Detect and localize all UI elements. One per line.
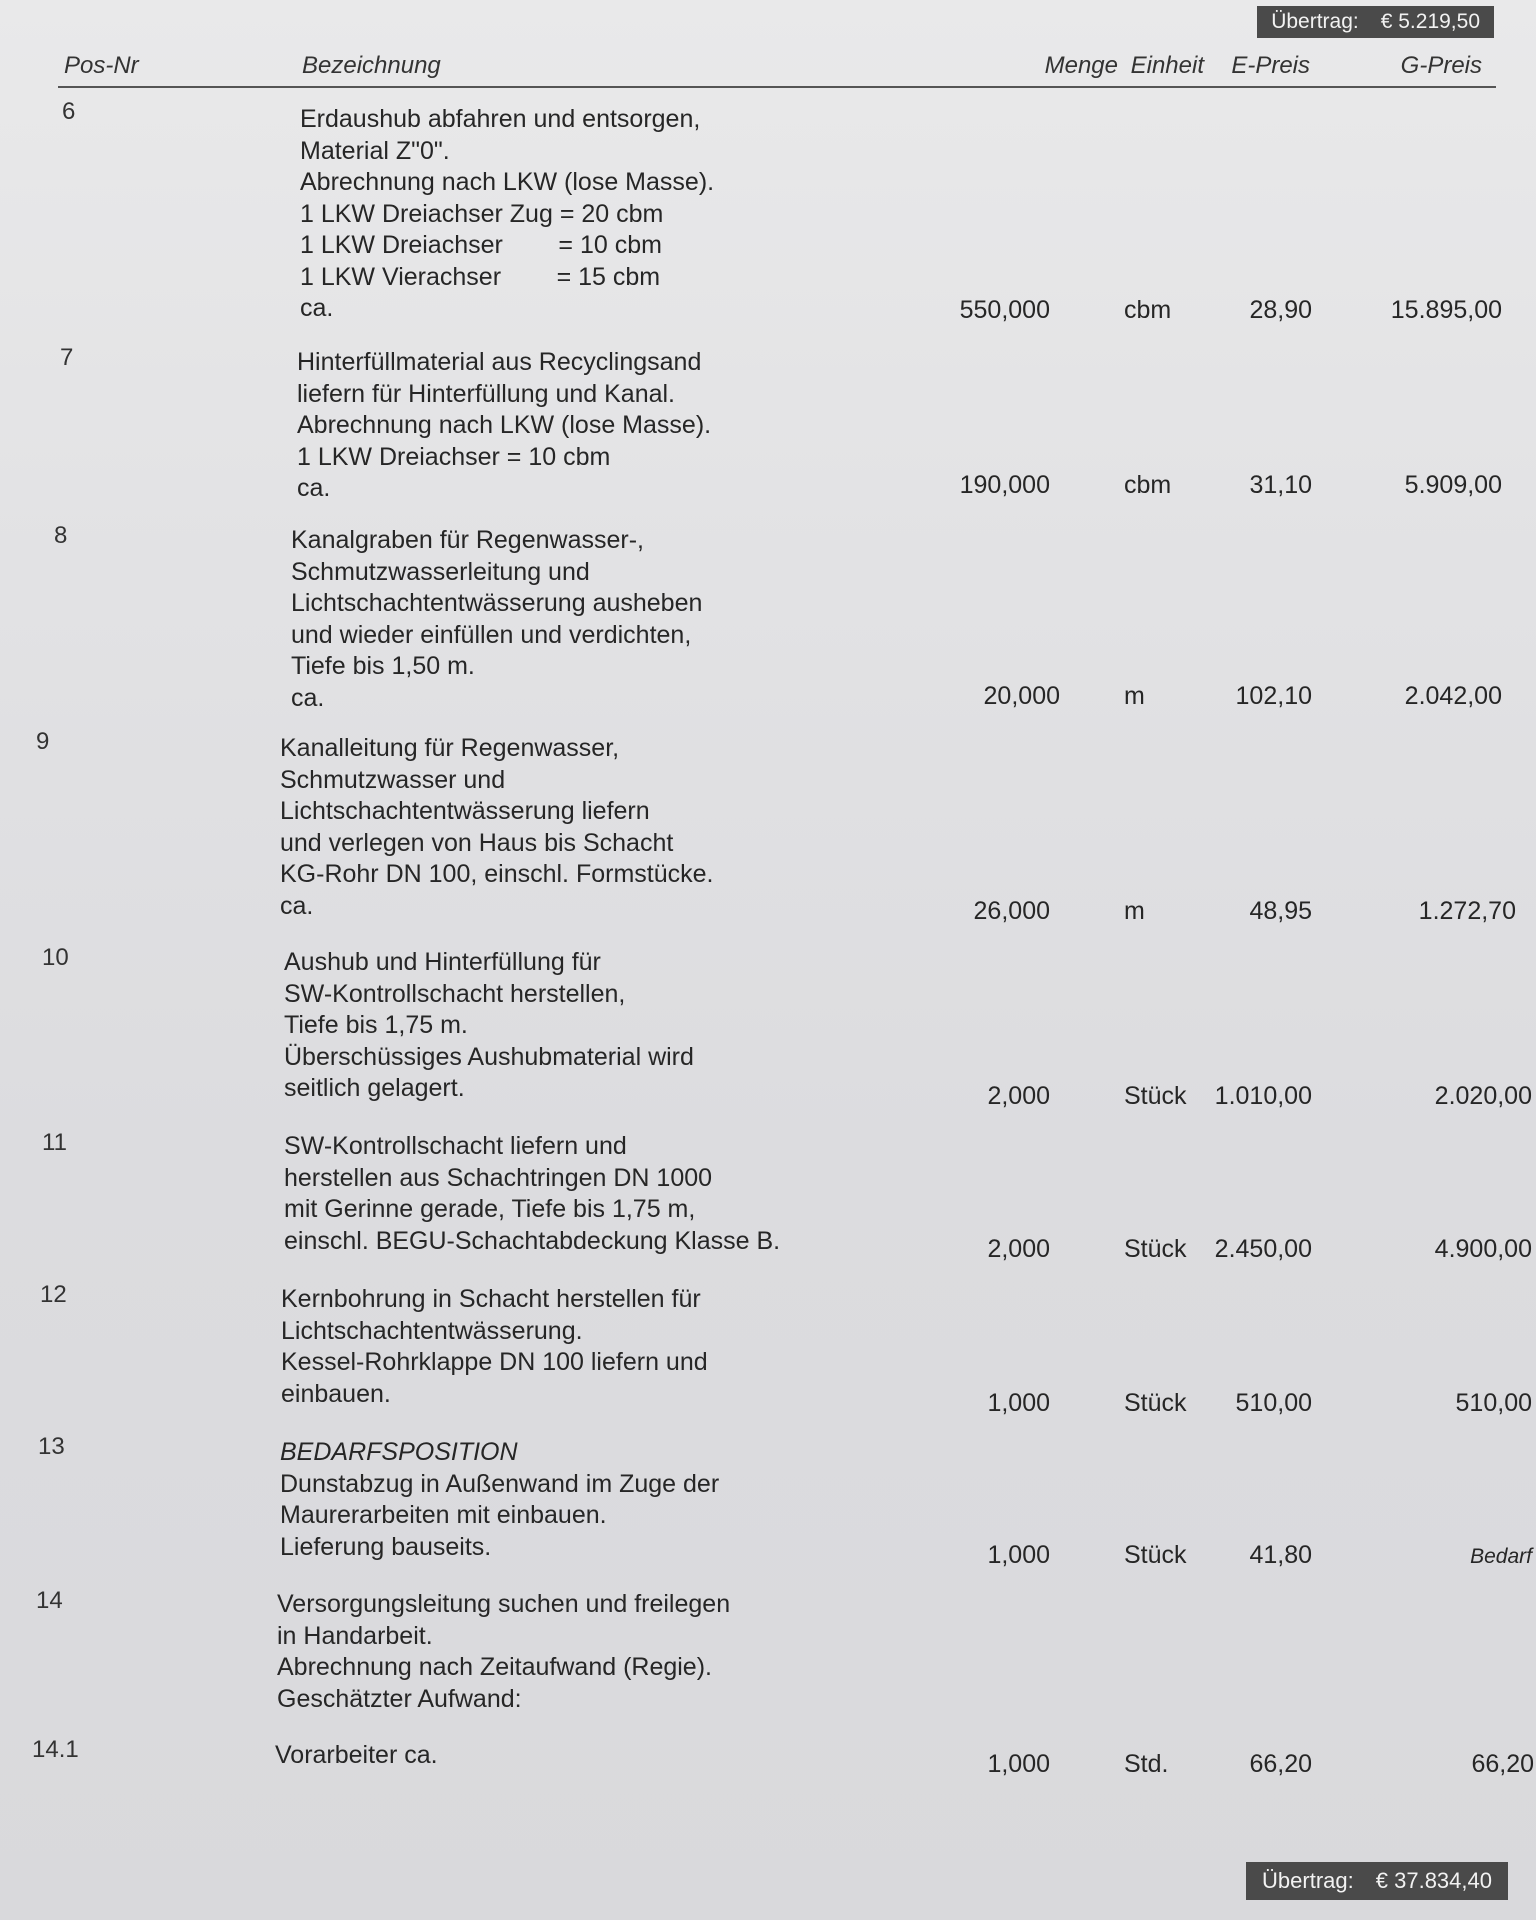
description-line: Geschätzter Aufwand: [277, 1684, 522, 1713]
gpreis-value: 15.895,00 [1390, 296, 1502, 324]
menge-value: 1,000 [987, 1389, 1050, 1417]
description-line: 1 LKW Dreiachser = 10 cbm [297, 442, 611, 471]
description-line: Lichtschachtentwässerung liefern [280, 797, 650, 825]
description-line: Material Z"0". [300, 136, 450, 165]
description-line: Kanalgraben für Regenwasser-, [291, 526, 644, 554]
description-line: Kernbohrung in Schacht herstellen für [281, 1285, 701, 1313]
epreis-value: 2.450,00 [1214, 1235, 1312, 1263]
description-line: Lichtschachtentwässerung. [281, 1316, 583, 1345]
epreis-value: 31,10 [1249, 471, 1312, 499]
description-line: einschl. BEGU-Schachtabdeckung Klasse B. [284, 1226, 781, 1255]
menge-value: 190,000 [959, 471, 1050, 499]
position-description [275, 1740, 438, 1772]
header-einheit: Einheit [1130, 52, 1204, 79]
menge-value: 2,000 [987, 1082, 1050, 1110]
gpreis-value: Bedarf [1470, 1545, 1532, 1568]
position-number: 14.1 [32, 1736, 79, 1763]
position-description [284, 947, 694, 1105]
menge-value: 26,000 [973, 897, 1050, 925]
description-line: seitlich gelagert. [284, 1074, 465, 1102]
position-number: 12 [40, 1281, 67, 1308]
position-description [297, 347, 711, 505]
description-line: Schmutzwasser und [280, 765, 506, 794]
gpreis-value: 510,00 [1455, 1389, 1532, 1417]
description-line: KG-Rohr DN 100, einschl. Formstücke. [280, 860, 714, 888]
gpreis-value: 66,20 [1471, 1750, 1534, 1778]
position-description [300, 104, 714, 325]
einheit-value: Stück [1124, 1082, 1187, 1110]
epreis-value: 102,10 [1235, 682, 1312, 710]
position-description [291, 525, 702, 714]
position-number: 11 [42, 1129, 67, 1156]
uebertrag-top-badge [1257, 6, 1494, 38]
einheit-value: cbm [1124, 471, 1172, 499]
gpreis-value: 4.900,00 [1434, 1235, 1532, 1263]
description-line: 1 LKW Dreiachser = 10 cbm [300, 231, 662, 259]
menge-value: 550,000 [959, 296, 1050, 324]
gpreis-value: 5.909,00 [1404, 471, 1502, 499]
epreis-value: 1.010,00 [1214, 1082, 1312, 1110]
description-line: einbauen. [281, 1379, 391, 1408]
einheit-value: Stück [1124, 1541, 1187, 1569]
einheit-value: Stück [1124, 1389, 1187, 1417]
position-description [281, 1284, 708, 1410]
description-line: Abrechnung nach LKW (lose Masse). [300, 168, 715, 196]
description-line: Lichtschachtentwässerung ausheben [291, 589, 703, 617]
uebertrag-bottom-label: Übertrag: [1262, 1868, 1354, 1893]
description-line: ca. [297, 474, 331, 502]
description-line: Überschüssiges Aushubmaterial wird [284, 1042, 694, 1071]
description-line: Abrechnung nach Zeitaufwand (Regie). [277, 1653, 712, 1681]
header-pos: Pos-Nr [64, 52, 139, 79]
description-line: Lieferung bauseits. [280, 1532, 492, 1561]
menge-value: 1,000 [987, 1750, 1050, 1778]
gpreis-value: 2.020,00 [1434, 1082, 1532, 1110]
description-line: liefern für Hinterfüllung und Kanal. [297, 379, 676, 408]
description-line: ca. [300, 294, 334, 322]
description-line: Hinterfüllmaterial aus Recyclingsand [297, 348, 702, 376]
position-number: 8 [54, 522, 68, 549]
description-line: 1 LKW Dreiachser Zug = 20 cbm [300, 199, 664, 228]
menge-value: 20,000 [983, 682, 1060, 710]
einheit-value: Stück [1124, 1235, 1187, 1263]
gpreis-value: 1.272,70 [1418, 897, 1516, 925]
description-line: herstellen aus Schachtringen DN 1000 [284, 1163, 713, 1192]
position-description [280, 733, 713, 922]
description-line: Aushub und Hinterfüllung für [284, 948, 601, 976]
epreis-value: 66,20 [1249, 1750, 1312, 1778]
position-description [277, 1589, 730, 1715]
description-line: Tiefe bis 1,50 m. [291, 652, 475, 680]
position-description [280, 1437, 719, 1563]
epreis-value: 41,80 [1249, 1541, 1312, 1569]
einheit-value: m [1124, 682, 1145, 710]
position-number: 10 [42, 944, 69, 971]
epreis-value: 510,00 [1235, 1389, 1312, 1417]
header-menge: Menge [1044, 52, 1118, 79]
uebertrag-top-value: € 5.219,50 [1380, 10, 1480, 33]
description-line: mit Gerinne gerade, Tiefe bis 1,75 m, [284, 1195, 696, 1223]
uebertrag-bottom-value: € 37.834,40 [1375, 1868, 1492, 1893]
epreis-value: 28,90 [1249, 296, 1312, 324]
description-line: in Handarbeit. [277, 1621, 433, 1650]
position-number: 9 [36, 728, 50, 755]
description-line: ca. [291, 683, 325, 712]
gpreis-value: 2.042,00 [1404, 682, 1502, 710]
description-line: Erdaushub abfahren und entsorgen, [300, 105, 701, 133]
table-header [58, 44, 1496, 88]
einheit-value: m [1124, 897, 1145, 925]
header-bezeichnung: Bezeichnung [302, 52, 441, 79]
description-line: 1 LKW Vierachser = 15 cbm [300, 262, 661, 291]
description-line: SW-Kontrollschacht liefern und [284, 1132, 627, 1160]
description-line: Dunstabzug in Außenwand im Zuge der [280, 1469, 720, 1498]
description-line: und wieder einfüllen und verdichten, [291, 620, 692, 649]
position-description [284, 1131, 780, 1257]
position-number: 7 [60, 344, 74, 371]
einheit-value: cbm [1124, 296, 1172, 324]
description-line: ca. [280, 891, 314, 920]
description-line: Maurerarbeiten mit einbauen. [280, 1501, 607, 1529]
description-line: Vorarbeiter ca. [275, 1741, 438, 1769]
menge-value: 1,000 [987, 1541, 1050, 1569]
menge-value: 2,000 [987, 1235, 1050, 1263]
description-line: Abrechnung nach LKW (lose Masse). [297, 411, 712, 439]
header-gpreis: G-Preis [1400, 52, 1482, 79]
description-line: Versorgungsleitung suchen und freilegen [277, 1590, 731, 1618]
epreis-value: 48,95 [1249, 897, 1312, 925]
einheit-value: Std. [1124, 1750, 1169, 1778]
uebertrag-bottom-badge [1246, 1862, 1508, 1900]
position-number: 13 [38, 1433, 65, 1460]
description-line: Kessel-Rohrklappe DN 100 liefern und [281, 1348, 708, 1376]
description-line: Kanalleitung für Regenwasser, [280, 734, 620, 762]
description-line: BEDARFSPOSITION [280, 1438, 518, 1466]
description-line: Schmutzwasserleitung und [291, 557, 590, 586]
uebertrag-top-label: Übertrag: [1271, 10, 1359, 33]
description-line: und verlegen von Haus bis Schacht [280, 828, 674, 857]
description-line: Tiefe bis 1,75 m. [284, 1011, 468, 1039]
position-number: 14 [36, 1587, 63, 1614]
position-number: 6 [62, 98, 76, 125]
header-epreis: E-Preis [1231, 52, 1310, 79]
description-line: SW-Kontrollschacht herstellen, [284, 979, 626, 1008]
